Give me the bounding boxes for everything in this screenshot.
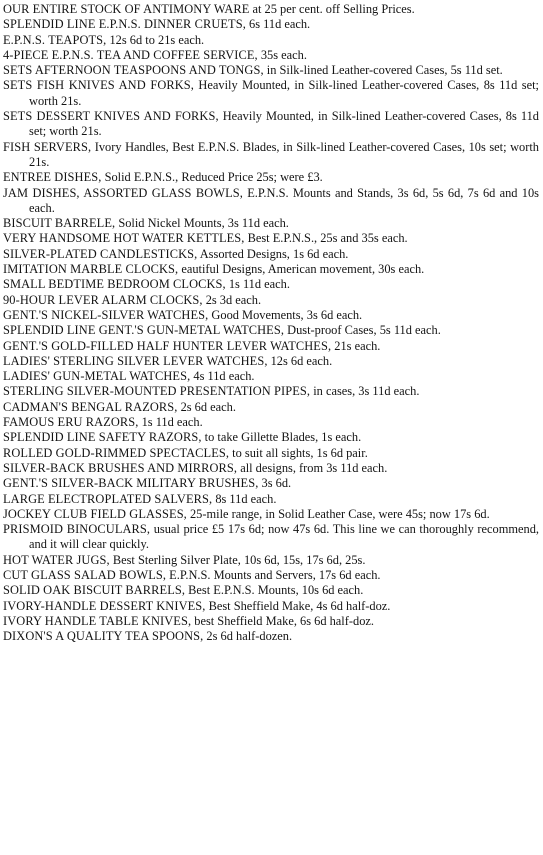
item-detail: 3s 6d. [258,476,292,491]
list-item [3,354,539,369]
item-detail: E.P.N.S. Mounts and Servers, 17s 6d each. [166,567,381,582]
item-detail: at 25 per cent. off Selling Prices. [249,2,415,16]
item-detail: Assorted Designs, 1s 6d each. [197,246,349,261]
item-heading: 4-PIECE E.P.N.S. TEA AND COFFEE SERVICE, [3,47,258,62]
list-item [3,430,539,445]
item-detail: E.P.N.S. Mounts and Stands, 3s 6d, 5s 6d, 7s 6d and 10s each. [29,185,539,215]
list-item [3,48,539,63]
list-item [3,599,539,614]
item-detail: Good Movements, 3s 6d each. [208,307,363,322]
item-detail: eautiful Designs, American movement, 30s each. [178,262,425,277]
item-detail: Ivory Handles, Best E.P.N.S. Blades, in Silk-lined Leather-covered Cases, 10s set; worth 21s. [29,139,539,169]
list-item [3,492,539,507]
item-heading: SMALL BEDTIME BEDROOM CLOCKS, [3,277,226,292]
item-detail: 12s 6d to 21s each. [106,32,205,47]
list-item [3,384,539,399]
list-item [3,583,539,598]
list-item [3,400,539,415]
item-heading: SETS DESSERT KNIVES AND FORKS, [3,109,219,124]
list-item [3,323,539,338]
item-heading: BISCUIT BARRELE, [3,216,116,231]
list-item [3,568,539,583]
item-heading: GENT.'S GOLD-FILLED HALF HUNTER LEVER WATCHES, [3,338,332,353]
list-item [3,553,539,568]
item-heading: JOCKEY CLUB FIELD GLASSES, [3,506,187,521]
item-heading: FAMOUS ERU RAZORS, [3,415,139,430]
item-heading: VERY HANDSOME HOT WATER KETTLES, [3,231,245,246]
item-heading: IMITATION MARBLE CLOCKS, [3,262,179,277]
list-item [3,339,539,354]
list-item [3,231,539,246]
item-heading: SPLENDID LINE SAFETY RAZORS, [3,430,202,445]
list-item [3,614,539,629]
item-detail: 8s 11d each. [212,491,277,506]
item-detail: Solid E.P.N.S., Reduced Price 25s; were £3. [101,170,323,185]
item-heading: OUR ENTIRE STOCK OF ANTIMONY WARE [3,2,250,16]
item-detail: 2s 6d each. [177,399,236,414]
item-detail: 6s 11d each. [245,17,311,32]
list-item [3,369,539,384]
item-heading: GENT.'S NICKEL-SILVER WATCHES, [3,307,209,322]
list-item [3,170,539,185]
item-detail: Best Sterling Silver Plate, 10s 6d, 15s, 17s 6d, 25s. [109,552,366,567]
list-item [3,308,539,323]
list-item [3,629,539,644]
list-item [3,33,539,48]
list-item [3,277,539,292]
item-heading: HOT WATER JUGS, [3,552,110,567]
item-detail: 25-mile range, in Solid Leather Case, were 45s; now 17s 6d. [186,506,490,521]
list-item [3,415,539,430]
item-heading: SETS FISH KNIVES AND FORKS, [3,78,194,93]
item-heading: STERLING SILVER-MOUNTED PRESENTATION PIPES, [3,384,311,399]
item-detail: 1s 11d each. [225,277,290,292]
list-item [3,63,539,78]
list-item [3,476,539,491]
item-heading: SOLID OAK BISCUIT BARRELS, [3,583,186,598]
item-detail: all designs, from 3s 11d each. [237,460,388,475]
item-heading: LADIES' STERLING SILVER LEVER WATCHES, [3,353,268,368]
list-item [3,507,539,522]
item-heading: IVORY-HANDLE DESSERT KNIVES, [3,598,206,613]
item-heading: 90-HOUR LEVER ALARM CLOCKS, [3,292,203,307]
item-heading: E.P.N.S. TEAPOTS, [3,32,107,47]
list-item [3,247,539,262]
item-heading: CUT GLASS SALAD BOWLS, [3,567,167,582]
item-heading: JAM DISHES, ASSORTED GLASS BOWLS, [3,185,243,200]
item-heading: FISH SERVERS, [3,139,92,154]
item-detail: 35s each. [257,47,307,62]
item-heading: LARGE ELECTROPLATED SALVERS, [3,491,213,506]
item-detail: 21s each. [331,338,381,353]
item-detail: 2s 6d half-dozen. [203,629,293,644]
item-detail: best Sheffield Make, 6s 6d half-doz. [191,613,374,628]
item-heading: DIXON'S A QUALITY TEA SPOONS, [3,629,204,644]
list-item [3,262,539,277]
item-heading: PRISMOID BINOCULARS, [3,522,151,537]
item-heading: ENTREE DISHES, [3,170,102,185]
list-item [3,293,539,308]
item-detail: Best E.P.N.S. Mounts, 10s 6d each. [185,583,364,598]
list-item [3,2,539,17]
item-detail: in cases, 3s 11d each. [310,384,420,399]
item-heading: SPLENDID LINE E.P.N.S. DINNER CRUETS, [3,17,246,32]
item-heading: SILVER-BACK BRUSHES AND MIRRORS, [3,460,238,475]
item-detail: in Silk-lined Leather-covered Cases, 5s 11d set. [263,63,503,78]
list-item [3,216,539,231]
list-item [3,461,539,476]
item-detail: Heavily Mounted, in Silk-lined Leather-covered Cases, 8s 11d set; worth 21s. [29,109,539,139]
list-item [3,186,539,217]
item-detail: to take Gillette Blades, 1s each. [201,430,362,445]
item-detail: Solid Nickel Mounts, 3s 11d each. [115,216,289,231]
item-heading: CADMAN'S BENGAL RAZORS, [3,399,178,414]
item-heading: LADIES' GUN-METAL WATCHES, [3,369,191,384]
item-detail: Best Sheffield Make, 4s 6d half-doz. [205,598,391,613]
list-item [3,522,539,553]
item-detail: 12s 6d each. [267,353,333,368]
item-detail: 4s 11d each. [190,369,255,384]
list-item [3,17,539,32]
item-heading: ROLLED GOLD-RIMMED SPECTACLES, [3,445,230,460]
item-detail: Best E.P.N.S., 25s and 35s each. [244,231,408,246]
item-detail: 1s 11d each. [138,415,203,430]
item-heading: IVORY HANDLE TABLE KNIVES, [3,613,192,628]
item-heading: GENT.'S SILVER-BACK MILITARY BRUSHES, [3,476,259,491]
item-detail: 2s 3d each. [202,292,262,307]
item-detail: Dust-proof Cases, 5s 11d each. [284,323,441,338]
item-heading: SPLENDID LINE GENT.'S GUN-METAL WATCHES, [3,323,285,338]
list-item [3,446,539,461]
item-heading: SILVER-PLATED CANDLESTICKS, [3,246,198,261]
item-detail: Heavily Mounted, in Silk-lined Leather-covered Cases, 8s 11d set; worth 21s. [29,78,539,108]
item-detail: to suit all sights, 1s 6d pair. [229,445,368,460]
list-item [3,78,539,109]
item-heading: SETS AFTERNOON TEASPOONS AND TONGS, [3,63,264,78]
list-item [3,109,539,140]
list-item [3,140,539,171]
item-detail: usual price £5 17s 6d; now 47s 6d. This line we can thoroughly recommend, and it will clear quickly. [29,522,539,552]
